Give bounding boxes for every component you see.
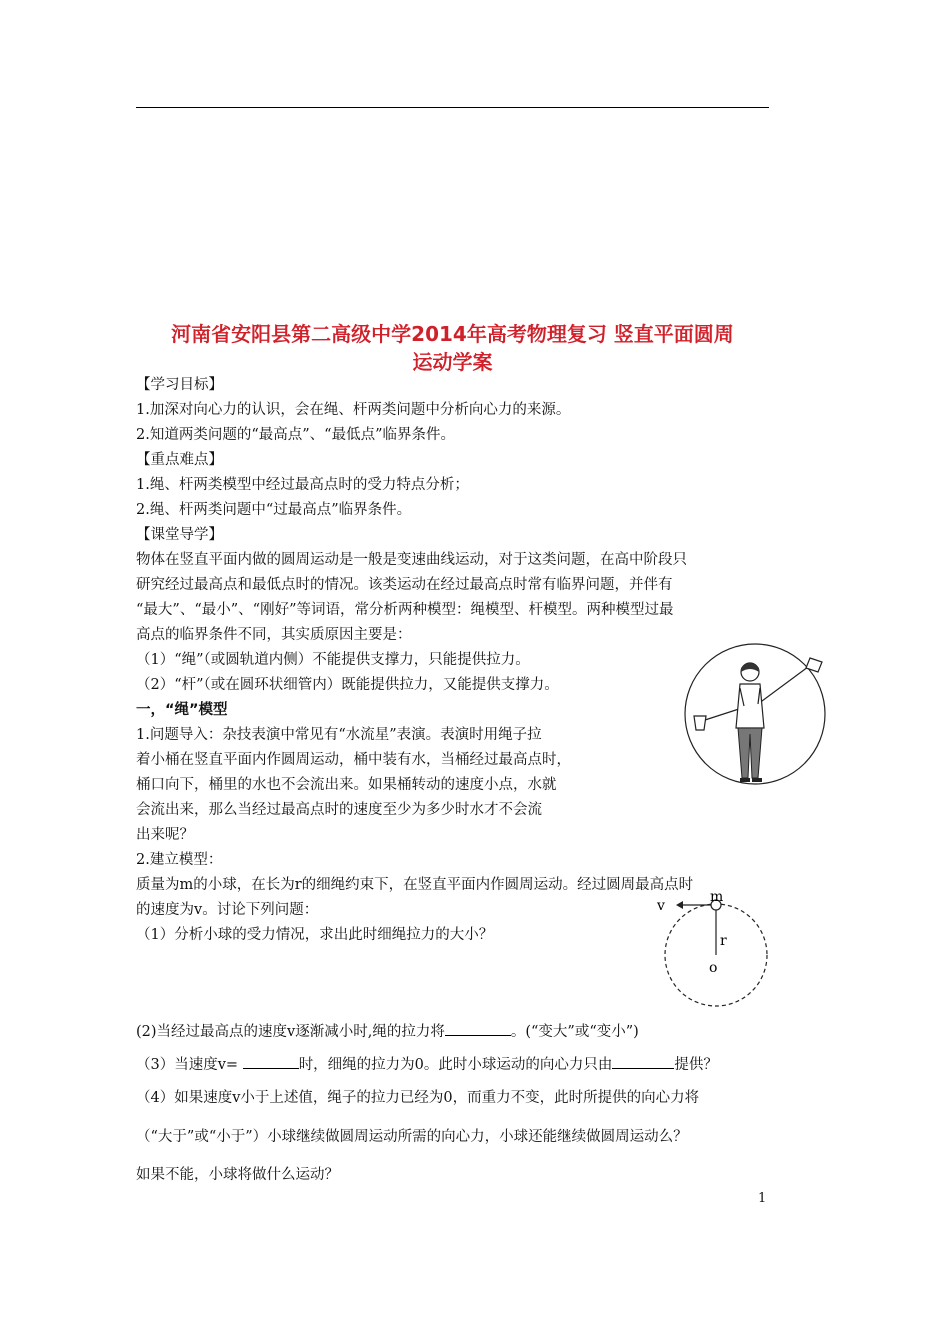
- sub-question-3: [136, 1053, 718, 1074]
- question-1-line-5: 出来呢？: [136, 827, 194, 843]
- performer-illustration: [680, 638, 830, 790]
- model-heading: 2.建立模型：: [136, 852, 223, 868]
- goal-2: 2.知道两类问题的“最高点”、“最低点”临界条件。: [136, 427, 455, 443]
- difficulty-2: 2.绳、杆两类问题中“过最高点”临界条件。: [136, 502, 412, 518]
- sub-question-3-text-a: （3）当速度v=: [136, 1057, 243, 1073]
- difficulty-heading: 【重点难点】: [136, 452, 223, 468]
- answer-blank-3a[interactable]: [243, 1054, 299, 1069]
- sub-question-4-end: 如果不能，小球将做什么运动？: [136, 1167, 339, 1183]
- intro-3: “最大”、“最小”、“刚好”等词语，常分析两种模型：绳模型、杆模型。两种模型过最: [136, 602, 674, 618]
- header-rule: [136, 107, 769, 108]
- sub-question-4: （4）如果速度v小于上述值，绳子的拉力已经为0，而重力不变，此时所提供的向心力将: [136, 1090, 700, 1106]
- answer-blank-2[interactable]: [445, 1021, 511, 1036]
- model-line-1: 质量为m的小球，在长为r的细绳约束下，在竖直平面内作圆周运动。经过圆周最高点时: [136, 877, 694, 893]
- goal-1: 1.加深对向心力的认识，会在绳、杆两类问题中分析向心力的来源。: [136, 402, 571, 418]
- difficulty-1: 1.绳、杆两类模型中经过最高点时的受力特点分析；: [136, 477, 469, 493]
- rope-model-diagram: [650, 885, 780, 1010]
- guide-heading: 【课堂导学】: [136, 527, 223, 543]
- intro-4: 高点的临界条件不同，其实质原因主要是：: [136, 627, 412, 643]
- sub-question-2-options: 。(“变大”或“变小”): [510, 1024, 639, 1040]
- page-number: 1: [758, 1191, 767, 1206]
- sub-question-3-text-c: 提供？: [674, 1057, 718, 1073]
- point-1: （1）“绳”（或圆轨道内侧）不能提供支撑力，只能提供拉力。: [136, 652, 530, 668]
- velocity-arrowhead: [676, 901, 683, 909]
- question-1-line-3: 桶口向下，桶里的水也不会流出来。如果桶转动的速度小点，水就: [136, 777, 557, 793]
- question-1-line-1: 1.问题导入：杂技表演中常见有“水流星”表演。表演时用绳子拉: [136, 727, 542, 743]
- intro-2: 研究经过最高点和最低点时的情况。该类运动在经过最高点时常有临界问题，并伴有: [136, 577, 673, 593]
- label-o: o: [709, 960, 718, 976]
- answer-blank-3b[interactable]: [612, 1054, 674, 1069]
- sub-question-3-text-b: 时，细绳的拉力为0。此时小球运动的向心力只由: [298, 1057, 613, 1073]
- sub-question-2-text: (2)当经过最高点的速度v逐渐减小时,绳的拉力将: [136, 1024, 445, 1040]
- intro-1: 物体在竖直平面内做的圆周运动是一般是变速曲线运动，对于这类问题，在高中阶段只: [136, 552, 687, 568]
- question-1-line-2: 着小桶在竖直平面内作圆周运动，桶中装有水，当桶经过最高点时，: [136, 752, 571, 768]
- sub-question-1: （1）分析小球的受力情况，求出此时细绳拉力的大小？: [136, 927, 494, 943]
- label-v: v: [657, 898, 665, 914]
- model-line-2: 的速度为v。讨论下列问题：: [136, 902, 319, 918]
- title-line-2: 运动学案: [412, 350, 493, 374]
- question-1-line-4: 会流出来，那么当经过最高点时的速度至少为多少时水才不会流: [136, 802, 542, 818]
- rope-model-heading: 一，“绳”模型: [136, 702, 228, 718]
- label-r: r: [720, 933, 727, 949]
- sub-question-2: [136, 1020, 639, 1041]
- point-2: （2）“杆”（或在圆环状细管内）既能提供拉力，又能提供支撑力。: [136, 677, 559, 693]
- title-line-1: 河南省安阳县第二高级中学2014年高考物理复习 竖直平面圆周: [171, 322, 734, 346]
- label-m: m: [710, 889, 724, 905]
- goals-heading: 【学习目标】: [136, 377, 223, 393]
- sub-question-4-cont: （“大于”或“小于”）小球继续做圆周运动所需的向心力，小球还能继续做圆周运动么？: [136, 1129, 688, 1145]
